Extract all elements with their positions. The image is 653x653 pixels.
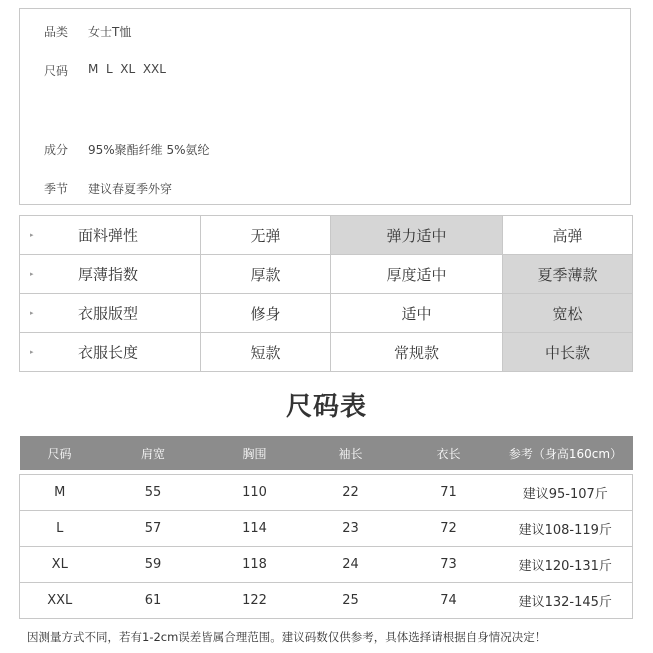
attribute-table	[19, 215, 633, 372]
size-header-cell: 袖长	[303, 436, 399, 470]
info-label: 尺码	[44, 64, 69, 78]
info-row-season	[44, 180, 172, 197]
product-info-box	[19, 8, 631, 205]
size-chart-title: 尺码表	[285, 392, 367, 422]
size-cell: 72	[399, 511, 499, 547]
size-cell: 122	[207, 583, 303, 619]
attr-option: 短款	[201, 333, 331, 372]
attr-row-thickness	[20, 255, 633, 294]
size-cell: 建议95-107斤	[499, 475, 633, 511]
size-cell: 73	[399, 547, 499, 583]
triangle-right-icon: ▸	[30, 231, 34, 239]
size-cell: 24	[303, 547, 399, 583]
triangle-right-icon: ▸	[30, 309, 34, 317]
attr-label: 衣服版型	[78, 304, 139, 323]
table-row	[20, 475, 633, 511]
info-label: 品类	[44, 25, 69, 39]
size-chart-table	[19, 436, 633, 619]
table-row	[20, 583, 633, 619]
size-cell: XL	[20, 547, 100, 583]
attr-option-selected: 夏季薄款	[503, 255, 633, 294]
size-cell: 118	[207, 547, 303, 583]
triangle-right-icon: ▸	[30, 348, 34, 356]
size-cell: 建议120-131斤	[499, 547, 633, 583]
size-cell: 25	[303, 583, 399, 619]
size-cell: L	[20, 511, 100, 547]
info-label: 成分	[44, 143, 69, 157]
measurement-note: 因测量方式不同，若有1-2cm误差皆属合理范围。建议码数仅供参考，具体选择请根据自身情况决定！	[27, 630, 547, 644]
attr-option: 厚款	[201, 255, 331, 294]
attr-option: 无弹	[201, 216, 331, 255]
size-cell: M	[20, 475, 100, 511]
info-label: 季节	[44, 182, 69, 196]
attr-label-cell	[20, 216, 201, 255]
attr-label-cell	[20, 294, 201, 333]
size-cell: XXL	[20, 583, 100, 619]
triangle-right-icon: ▸	[30, 270, 34, 278]
size-cell: 61	[100, 583, 207, 619]
attr-label-cell	[20, 333, 201, 372]
attr-option: 常规款	[331, 333, 503, 372]
size-header-row	[20, 436, 633, 470]
attr-label-cell	[20, 255, 201, 294]
info-row-size	[44, 62, 166, 79]
size-header-cell: 参考（身高160cm）	[499, 436, 633, 470]
attr-row-elasticity	[20, 216, 633, 255]
attr-option: 厚度适中	[331, 255, 503, 294]
size-cell: 114	[207, 511, 303, 547]
size-cell: 22	[303, 475, 399, 511]
info-value: 95%聚酯纤维 5%氨纶	[88, 143, 210, 157]
info-row-material	[44, 141, 210, 158]
size-cell: 建议132-145斤	[499, 583, 633, 619]
info-row-category	[44, 23, 131, 40]
table-row	[20, 511, 633, 547]
size-cell: 71	[399, 475, 499, 511]
attr-option: 修身	[201, 294, 331, 333]
size-cell: 建议108-119斤	[499, 511, 633, 547]
size-header-cell: 尺码	[20, 436, 100, 470]
size-cell: 74	[399, 583, 499, 619]
size-cell: 55	[100, 475, 207, 511]
attr-label: 厚薄指数	[78, 265, 139, 284]
info-value: M L XL XXL	[88, 62, 166, 76]
attr-row-fit	[20, 294, 633, 333]
size-cell: 23	[303, 511, 399, 547]
attr-option: 适中	[331, 294, 503, 333]
attr-label: 面料弹性	[78, 226, 139, 245]
attr-option-selected: 中长款	[503, 333, 633, 372]
info-value: 女士T恤	[88, 25, 132, 39]
table-row	[20, 547, 633, 583]
size-header-cell: 衣长	[399, 436, 499, 470]
attr-row-length	[20, 333, 633, 372]
attr-label: 衣服长度	[78, 343, 139, 362]
attr-option: 高弹	[503, 216, 633, 255]
attr-option-selected: 弹力适中	[331, 216, 503, 255]
attr-option-selected: 宽松	[503, 294, 633, 333]
size-header-cell: 肩宽	[100, 436, 207, 470]
size-cell: 110	[207, 475, 303, 511]
size-cell: 59	[100, 547, 207, 583]
size-header-cell: 胸围	[207, 436, 303, 470]
size-cell: 57	[100, 511, 207, 547]
info-value: 建议春夏季外穿	[88, 182, 173, 196]
